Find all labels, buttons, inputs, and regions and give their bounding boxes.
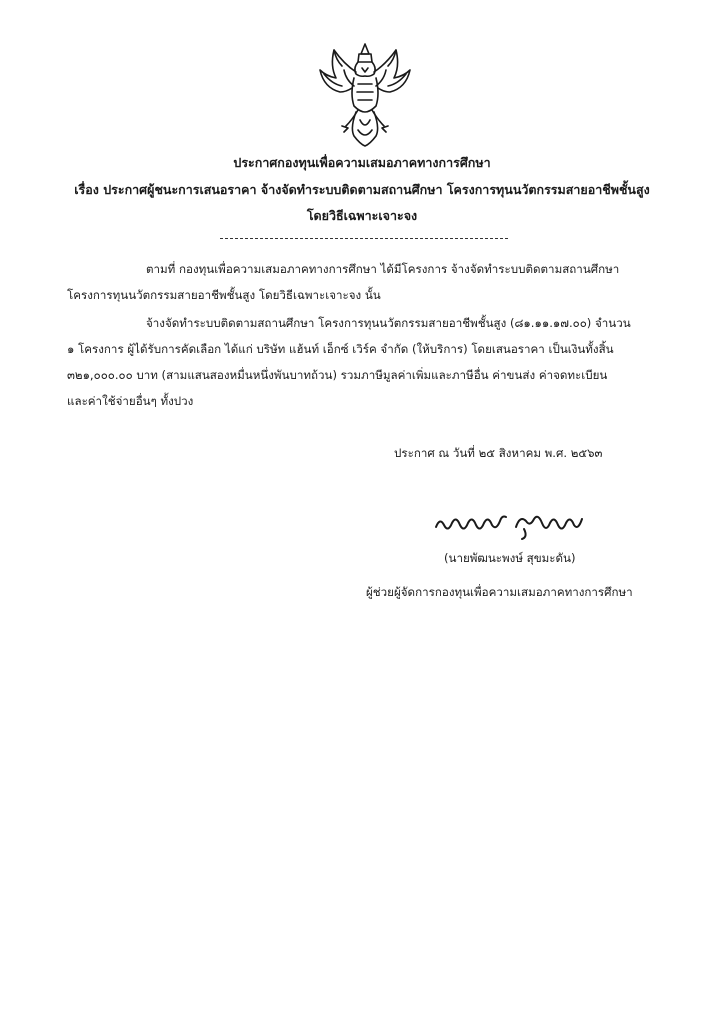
handwritten-signature <box>432 505 592 541</box>
paragraph-1-line-2: โครงการทุนนวัตกรรมสายอาชีพชั้นสูง โดยวิธีเฉพาะเจาะจง นั้น <box>67 288 381 302</box>
paragraph-2-line-4: และค่าใช้จ่ายอื่นๆ ทั้งปวง <box>67 394 194 408</box>
announcement-subject: เรื่อง ประกาศผู้ชนะการเสนอราคา จ้างจัดทำระบบติดตามสถานศึกษา โครงการทุนนวัตกรรมสายอาชีพชั้นสูง <box>74 182 650 197</box>
announcement-date: ประกาศ ณ วันที่ ๒๕ สิงหาคม พ.ศ. ๒๕๖๓ <box>394 446 603 460</box>
divider-line <box>220 238 508 239</box>
procurement-method: โดยวิธีเฉพาะเจาะจง <box>306 208 418 223</box>
paragraph-2-line-2: ๑ โครงการ ผู้ได้รับการคัดเลือก ได้แก่ บริษัท แฮ้นท์ เอ็กซ์ เวิร์ค จำกัด (ให้บริการ) โดยเสนอราคา เป็นเงินทั้งสิ้น <box>67 342 614 356</box>
paragraph-2-line-3: ๓๒๑,๐๐๐.๐๐ บาท (สามแสนสองหมื่นหนึ่งพันบาทถ้วน) รวมภาษีมูลค่าเพิ่มและภาษีอื่น ค่าขนส่ง ค่าจดทะเบียน <box>67 368 608 382</box>
announcement-title: ประกาศกองทุนเพื่อความเสมอภาคทางการศึกษา <box>233 155 491 170</box>
signatory-position: ผู้ช่วยผู้จัดการกองทุนเพื่อความเสมอภาคทางการศึกษา <box>366 585 633 599</box>
garuda-emblem-icon <box>316 40 414 148</box>
paragraph-2-line-1: จ้างจัดทำระบบติดตามสถานศึกษา โครงการทุนนวัตกรรมสายอาชีพชั้นสูง (๘๑.๑๑.๑๗.๐๐) จำนวน <box>146 316 631 330</box>
signatory-name: (นายพัฒนะพงษ์ สุขมะดัน) <box>444 551 576 565</box>
paragraph-1-line-1: ตามที่ กองทุนเพื่อความเสมอภาคทางการศึกษา ได้มีโครงการ จ้างจัดทำระบบติดตามสถานศึกษา <box>146 262 620 276</box>
